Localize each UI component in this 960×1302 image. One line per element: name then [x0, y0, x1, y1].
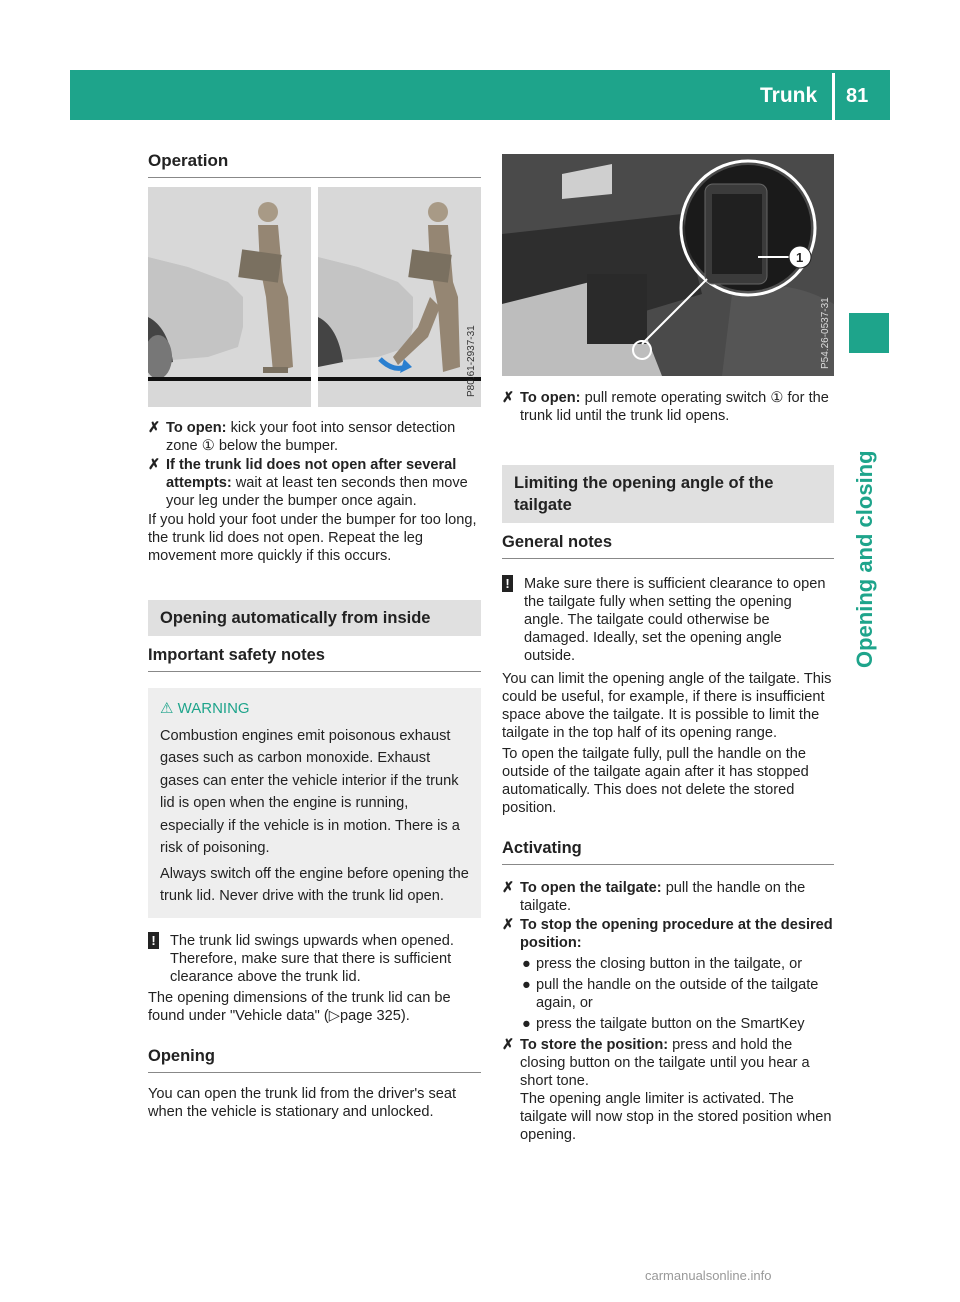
step-arrow-icon: ✗ — [502, 917, 515, 933]
step-not-open — [148, 456, 481, 510]
warning-box — [148, 688, 481, 918]
left-column-body — [148, 419, 481, 1121]
paragraph-limit: You can limit the opening angle of the tailgate. This could be useful, for example, if there is insufficient space above the tailgate. It is possible to limit the tailgate in the top half of its opening range. — [502, 671, 832, 741]
section-heading-limit: Limiting the opening angle of the tailgate — [502, 465, 834, 523]
list-item — [502, 976, 834, 1012]
subheading-opening: Opening — [148, 1047, 481, 1073]
step-label: To open: — [520, 390, 581, 406]
warning-label: WARNING — [177, 700, 250, 717]
step-arrow-icon: ✗ — [502, 1037, 515, 1053]
step-arrow-icon: ✗ — [148, 420, 161, 436]
step-label: To open the tailgate: — [520, 880, 662, 896]
bullet-text: press the closing button in the tailgate, or — [536, 956, 803, 972]
remote-switch-figure — [502, 154, 834, 376]
page-ref-arrow-icon: ▷ — [328, 1007, 340, 1024]
step-text: pull the handle on the tailgate. — [520, 880, 806, 914]
step-text-end: for the trunk lid until the trunk lid opens. — [520, 390, 829, 424]
exclamation-icon: ! — [502, 575, 513, 592]
subheading-activating: Activating — [502, 839, 834, 865]
paragraph-dimensions — [148, 989, 481, 1025]
step-label: To store the position: — [520, 1037, 669, 1053]
step-text: kick your foot into sensor detection zone — [166, 420, 456, 454]
figure2-code: P54.26-0537-31 — [820, 297, 831, 369]
notice-swing — [148, 932, 481, 986]
bullet-icon: ● — [522, 956, 531, 972]
step-open-tailgate — [502, 879, 834, 915]
warning-paragraph-2: Always switch off the engine before opening the trunk lid. Never drive with the trunk lid open. — [160, 865, 469, 904]
step-text-continued: The opening angle limiter is activated. The tailgate will now stop in the stored position when opening. — [520, 1091, 832, 1143]
callout-1-icon: ① — [770, 390, 784, 406]
right-column-body — [502, 389, 834, 1144]
header-separator — [832, 73, 835, 123]
step-to-open — [148, 419, 481, 455]
list-item — [502, 1015, 834, 1033]
callout-1-icon: ① — [201, 438, 215, 454]
side-tab-text: Opening and closing — [852, 450, 877, 668]
operation-heading: Operation — [148, 152, 481, 178]
paragraph-fully: To open the tailgate fully, pull the handle on the outside of the tailgate again after it has stopped automatically. This does not delete the stored position. — [502, 746, 809, 816]
list-item — [502, 955, 834, 973]
step-arrow-icon: ✗ — [502, 390, 515, 406]
step-text: press and hold the closing button on the tailgate until you hear a short tone. — [520, 1037, 810, 1089]
step-arrow-icon: ✗ — [502, 880, 515, 896]
section-heading-inside: Opening automatically from inside — [148, 600, 481, 636]
callout-number: 1 — [796, 250, 804, 265]
step-arrow-icon: ✗ — [148, 457, 161, 473]
warning-title — [160, 698, 469, 721]
paragraph-opening: You can open the trunk lid from the driver's seat when the vehicle is stationary and unlocked. — [148, 1085, 457, 1120]
side-tab-label — [834, 380, 894, 670]
subheading-general: General notes — [502, 533, 834, 559]
step-label: To open: — [166, 420, 227, 436]
warning-paragraph-1: Combustion engines emit poisonous exhaust gases such as carbon monoxide. Exhaust gases can enter the vehicle interior if the trunk lid is open when the engine is running, especially if the vehicle is in motion. There is a risk of poisoning. — [160, 727, 460, 856]
header-title: Trunk — [760, 84, 818, 107]
step-text-end: below the bumper. — [214, 438, 339, 454]
page-ref-link[interactable]: page 325 — [339, 1007, 401, 1024]
step-to-open-remote — [502, 389, 834, 425]
bullet-icon: ● — [522, 1016, 531, 1032]
dimensions-text: The opening dimensions of the trunk lid can be found under "Vehicle data" ( — [148, 989, 451, 1024]
footer-watermark: carmanualsonline.info — [645, 1268, 772, 1283]
kick-sensor-figure — [148, 187, 481, 407]
notice-text: Make sure there is sufficient clearance to open the tailgate fully when setting the opening angle. The tailgate could otherwise be damaged. Ideally, set the opening angle outside. — [524, 576, 826, 664]
step-label: To stop the opening procedure at the desired position: — [520, 917, 833, 951]
figure1-code: P80.61-2937-31 — [466, 325, 477, 397]
dimensions-text-end: ). — [400, 1007, 410, 1024]
page-number: 81 — [846, 85, 869, 107]
bullet-text: press the tailgate button on the SmartKey — [536, 1016, 805, 1032]
step-stop-opening — [502, 916, 834, 952]
subheading-safety: Important safety notes — [148, 646, 481, 672]
side-tab-marker — [849, 313, 889, 353]
bullet-icon: ● — [522, 977, 531, 993]
bullet-text: pull the handle on the outside of the tailgate again, or — [536, 977, 819, 1011]
step-store-position — [502, 1036, 834, 1144]
notice-text: The trunk lid swings upwards when opened. Therefore, make sure that there is sufficient clearance above the trunk lid. — [170, 932, 454, 985]
step-label: If the trunk lid does not open after several attempts: — [166, 457, 457, 491]
left-column — [148, 152, 481, 178]
step-text: pull remote operating switch — [584, 390, 771, 406]
exclamation-icon: ! — [148, 932, 159, 949]
warning-triangle-icon: ⚠ — [160, 700, 174, 717]
step-text: wait at least ten seconds then move your leg under the bumper once again. — [166, 475, 468, 509]
paragraph-hold-foot: If you hold your foot under the bumper for too long, the trunk lid does not open. Repeat the leg movement more quickly if this occurs. — [148, 512, 477, 564]
notice-clearance — [502, 575, 834, 665]
